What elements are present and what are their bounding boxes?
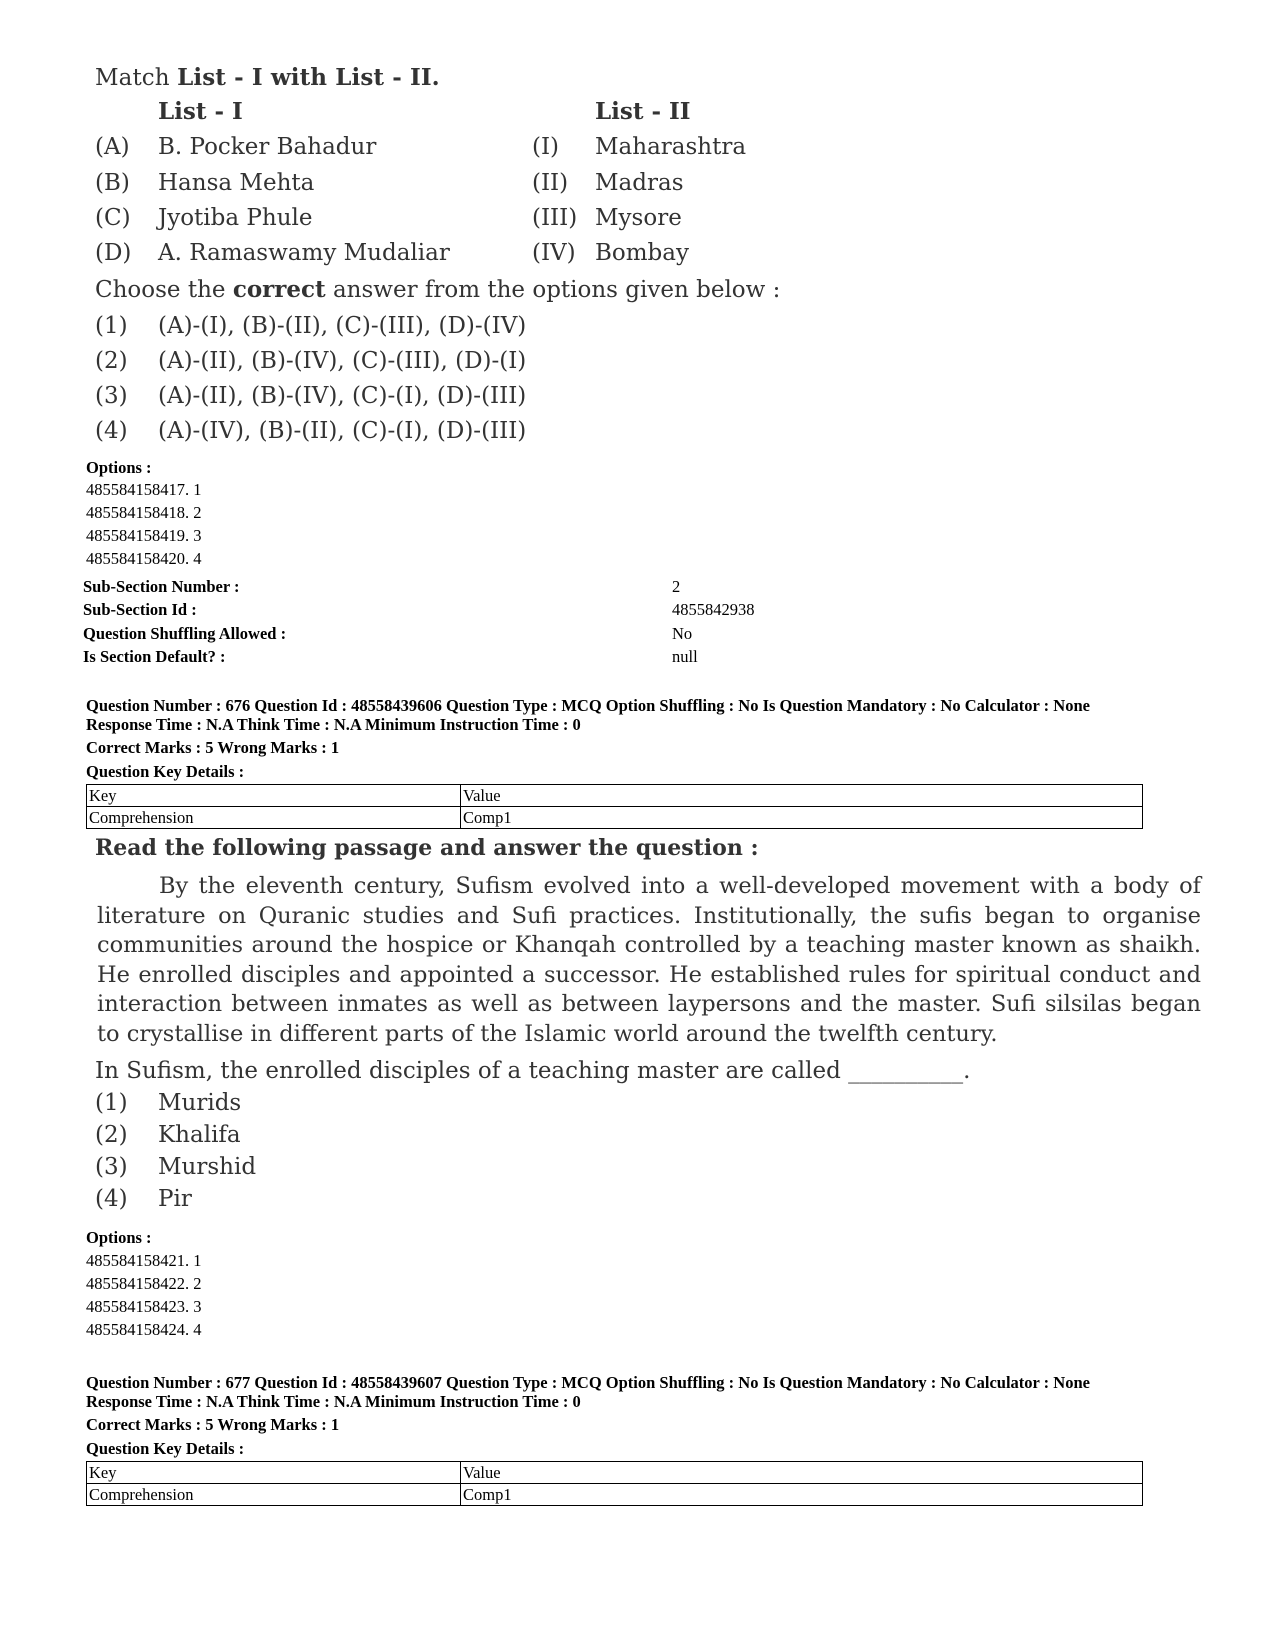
passage-title: Read the following passage and answer the question : (95, 835, 759, 861)
q676-question-text: In Sufism, the enrolled disciples of a teaching master are called __________. (95, 1058, 971, 1084)
subsection-id-value: 4855842938 (672, 600, 755, 619)
q676-choice-num-1: (1) (95, 1090, 128, 1116)
q676-choice-num-2: (2) (95, 1122, 128, 1148)
q675-choice-text-3: (A)-(II), (B)-(IV), (C)-(I), (D)-(III) (158, 383, 527, 409)
subsection-number-value: 2 (672, 577, 681, 596)
key-cell: Comprehension (87, 1484, 461, 1506)
q676-key-details-label: Question Key Details : (86, 762, 245, 781)
pair-label-c: (C) (95, 205, 131, 231)
pair-right-iv: Bombay (595, 240, 689, 266)
q676-choice-text-1: Murids (158, 1090, 242, 1116)
q677-header-line2: Response Time : N.A Think Time : N.A Minimum Instruction Time : 0 (86, 1392, 581, 1411)
pair-label-ii: (II) (532, 170, 569, 196)
q677-marks: Correct Marks : 5 Wrong Marks : 1 (86, 1415, 340, 1434)
value-cell: Comp1 (461, 1484, 1143, 1506)
section-default-value: null (672, 647, 698, 666)
pair-left-b: Hansa Mehta (158, 170, 315, 196)
q676-choice-num-4: (4) (95, 1186, 128, 1212)
value-header: Value (461, 1462, 1143, 1484)
q676-header-line1: Question Number : 676 Question Id : 48558439606 Question Type : MCQ Option Shuffling : No Is Question Mandatory : No Calculator : None (86, 696, 1090, 715)
table-row (87, 1462, 1143, 1484)
q676-choice-text-3: Murshid (158, 1154, 257, 1180)
passage-text: By the eleventh century, Sufism evolved into a well-developed movement with a body of literature on Quranic studies and Sufi practices. Institutionally, the sufis began to organise communities around the hospice or Khanqah controlled by a teaching master known as shaikh. He enrolled disciples and appointed a successor. He established rules for spiritual conduct and interaction between inmates as well as between laypersons and the master. Sufi silsilas began to crystallise in different parts of the Islamic world around the twelfth century. (97, 873, 1201, 1047)
q676-option-2: 485584158422. 2 (86, 1274, 202, 1293)
shuffling-allowed-value: No (672, 624, 693, 643)
subsection-id-label: Sub-Section Id : (83, 600, 197, 619)
q676-option-4: 485584158424. 4 (86, 1320, 202, 1339)
pair-label-d: (D) (95, 240, 132, 266)
pair-label-i: (I) (532, 134, 560, 160)
q677-key-details-label: Question Key Details : (86, 1439, 245, 1458)
value-header: Value (461, 785, 1143, 807)
q675-choice-num-2: (2) (95, 348, 128, 374)
pair-label-iii: (III) (532, 205, 578, 231)
q675-instruction (95, 64, 440, 91)
q676-option-3: 485584158423. 3 (86, 1297, 202, 1316)
q676-choice-text-4: Pir (158, 1186, 192, 1212)
value-cell: Comp1 (461, 807, 1143, 829)
q675-option-3: 485584158419. 3 (86, 526, 202, 545)
q676-choice-num-3: (3) (95, 1154, 128, 1180)
q676-header-line2: Response Time : N.A Think Time : N.A Minimum Instruction Time : 0 (86, 715, 581, 734)
table-row (87, 807, 1143, 829)
subsection-number-label: Sub-Section Number : (83, 577, 240, 596)
q675-choice-text-4: (A)-(IV), (B)-(II), (C)-(I), (D)-(III) (158, 418, 527, 444)
q675-options-label: Options : (86, 458, 152, 477)
key-header: Key (87, 1462, 461, 1484)
q676-options-label: Options : (86, 1228, 152, 1247)
q675-choose-instruction (95, 276, 780, 303)
q675-choice-text-1: (A)-(I), (B)-(II), (C)-(III), (D)-(IV) (158, 313, 527, 339)
table-row (87, 785, 1143, 807)
key-header: Key (87, 785, 461, 807)
pair-right-iii: Mysore (595, 205, 682, 231)
shuffling-allowed-label: Question Shuffling Allowed : (83, 624, 287, 643)
q677-header-line1: Question Number : 677 Question Id : 48558439607 Question Type : MCQ Option Shuffling : No Is Question Mandatory : No Calculator : None (86, 1373, 1090, 1392)
q675-choice-num-1: (1) (95, 313, 128, 339)
choose-pre: Choose the (95, 277, 233, 303)
q675-option-2: 485584158418. 2 (86, 503, 202, 522)
list1-title: List - I (158, 98, 243, 125)
q675-instruction-pre: Match (95, 65, 178, 91)
q676-choice-text-2: Khalifa (158, 1122, 241, 1148)
q676-marks: Correct Marks : 5 Wrong Marks : 1 (86, 738, 340, 757)
q675-choice-text-2: (A)-(II), (B)-(IV), (C)-(III), (D)-(I) (158, 348, 527, 374)
q675-option-4: 485584158420. 4 (86, 549, 202, 568)
choose-post: answer from the options given below : (325, 277, 781, 303)
table-row (87, 1484, 1143, 1506)
q675-choice-num-4: (4) (95, 418, 128, 444)
list2-title: List - II (595, 98, 691, 125)
pair-right-i: Maharashtra (595, 134, 747, 160)
pair-label-a: (A) (95, 134, 130, 160)
section-default-label: Is Section Default? : (83, 647, 226, 666)
pair-left-c: Jyotiba Phule (158, 205, 313, 231)
q675-option-1: 485584158417. 1 (86, 480, 202, 499)
q675-choice-num-3: (3) (95, 383, 128, 409)
pair-label-b: (B) (95, 170, 130, 196)
pair-left-d: A. Ramaswamy Mudaliar (158, 240, 450, 266)
q675-instruction-bold: List - I with List - II. (177, 64, 440, 91)
pair-label-iv: (IV) (532, 240, 576, 266)
q677-key-table (86, 1461, 1143, 1506)
q676-key-table (86, 784, 1143, 829)
q676-option-1: 485584158421. 1 (86, 1251, 202, 1270)
choose-bold: correct (232, 276, 326, 303)
pair-right-ii: Madras (595, 170, 684, 196)
key-cell: Comprehension (87, 807, 461, 829)
pair-left-a: B. Pocker Bahadur (158, 134, 377, 160)
